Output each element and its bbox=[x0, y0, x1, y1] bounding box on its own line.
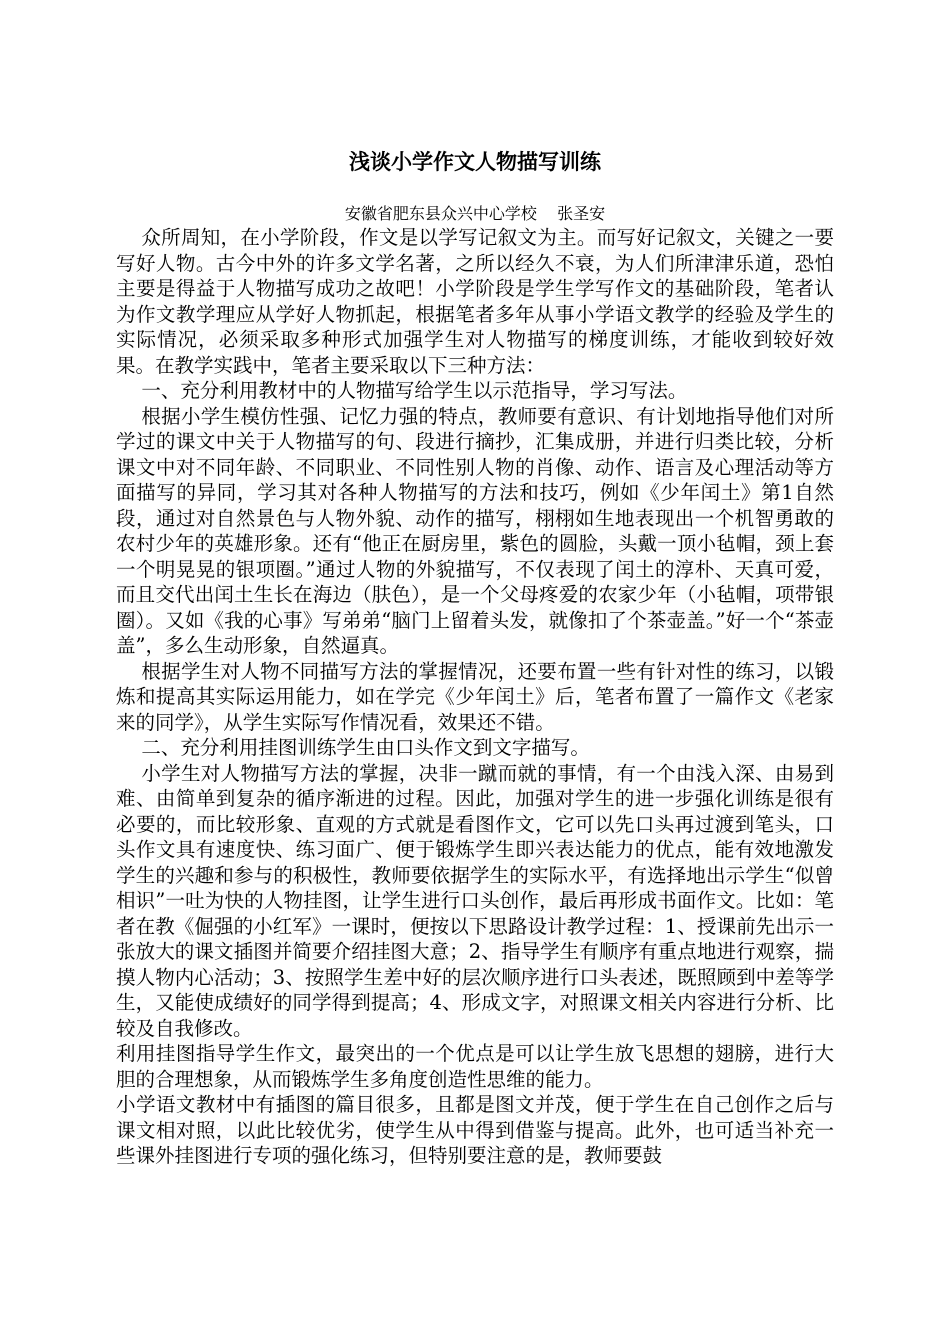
paragraph-section1-practice: 根据学生对人物不同描写方法的掌握情况，还要布置一些有针对性的练习，以锻炼和提高其实际运用能力，如在学完《少年闰土》后，笔者布置了一篇作文《老家来的同学》，从学生实际写作情况看，效果还不错。 bbox=[116, 659, 834, 734]
section-heading-1: 一、充分利用教材中的人物描写给学生以示范指导，学习写法。 bbox=[141, 379, 688, 402]
paragraph-intro: 众所周知，在小学阶段，作文是以学写记叙文为主。而写好记叙文，关键之一要写好人物。古今中外的许多文学名著，之所以经久不衰，为人们所津津乐道，恐怕主要是得益于人物描写成功之故吧！小学阶段是学生学写作文的基础阶段，笔者认为作文教学理应从学好人物抓起，根据笔者多年从事小学语文教学的经验及学生的实际情况，必须采取多种形式加强学生对人物描写的梯度训练，才能收到较好效果。在教学实践中，笔者主要采取以下三种方法： bbox=[116, 226, 834, 377]
paragraph-wallchart-advantage: 利用挂图指导学生作文，最突出的一个优点是可以让学生放飞思想的翅膀，进行大胆的合理想象，从而锻炼学生多角度创造性思维的能力。 bbox=[116, 1042, 834, 1091]
paragraph-section1-body: 根据小学生模仿性强、记忆力强的特点，教师要有意识、有计划地指导他们对所学过的课文中关于人物描写的句、段进行摘抄，汇集成册，并进行归类比较，分析课文中对不同年龄、不同职业、不同性别人物的肖像、动作、语言及心理活动等方面描写的异同，学习其对各种人物描写的方法和技巧，例如《少年闰土》第1自然段，通过对自然景色与人物外貌、动作的描写，栩栩如生地表现出一个机智勇敢的农村少年的英雄形象。还有“他正在厨房里，紫色的圆脸，头戴一顶小毡帽，颈上套一个明晃晃的银项圈。”通过人物的外貌描写，不仅表现了闰土的淳朴、天真可爱，而且交代出闰土生长在海边（肤色），是一个父母疼爱的农家少年（小毡帽，项带银圈）。又如《我的心事》写弟弟“脑门上留着头发，就像扣了个茶壶盖。”好一个“茶壶盖”，多么生动形象，自然逼真。 bbox=[116, 404, 834, 657]
paragraph-section2-body: 小学生对人物描写方法的掌握，决非一蹴而就的事情，有一个由浅入深、由易到难、由简单到复杂的循序渐进的过程。因此，加强对学生的进一步强化训练是很有必要的，而比较形象、直观的方式就是看图作文，它可以先口头再过渡到笔头，口头作文具有速度快、练习面广、便于锻炼学生即兴表达能力的优点，能有效地激发学生的兴趣和参与的积极性，教师要依据学生的实际水平，有选择地出示学生“似曾相识”一吐为快的人物挂图，让学生进行口头创作，最后再形成书面作文。比如：笔者在教《倔强的小红军》一课时，便按以下思路设计教学过程：1、授课前先出示一张放大的课文插图并简要介绍挂图大意；2、指导学生有顺序有重点地进行观察，揣摸人物内心活动；3、按照学生差中好的层次顺序进行口头表述，既照顾到中差等学生，又能使成绩好的同学得到提高；4、形成文字，对照课文相关内容进行分析、比较及自我修改。 bbox=[116, 761, 834, 1040]
document-title: 浅谈小学作文人物描写训练 bbox=[349, 149, 601, 174]
author-line: 安徽省肥东县众兴中心学校 张圣安 bbox=[344, 204, 606, 223]
section-heading-2: 二、充分利用挂图训练学生由口头作文到文字描写。 bbox=[141, 736, 590, 759]
paragraph-textbook-illustrations: 小学语文教材中有插图的篇目很多，且都是图文并茂，便于学生在自己创作之后与课文相对照，以此比较优劣，使学生从中得到借鉴与提高。此外，也可适当补充一些课外挂图进行专项的强化练习，但特别要注意的是，教师要鼓 bbox=[116, 1093, 834, 1167]
document-body bbox=[116, 225, 834, 1169]
